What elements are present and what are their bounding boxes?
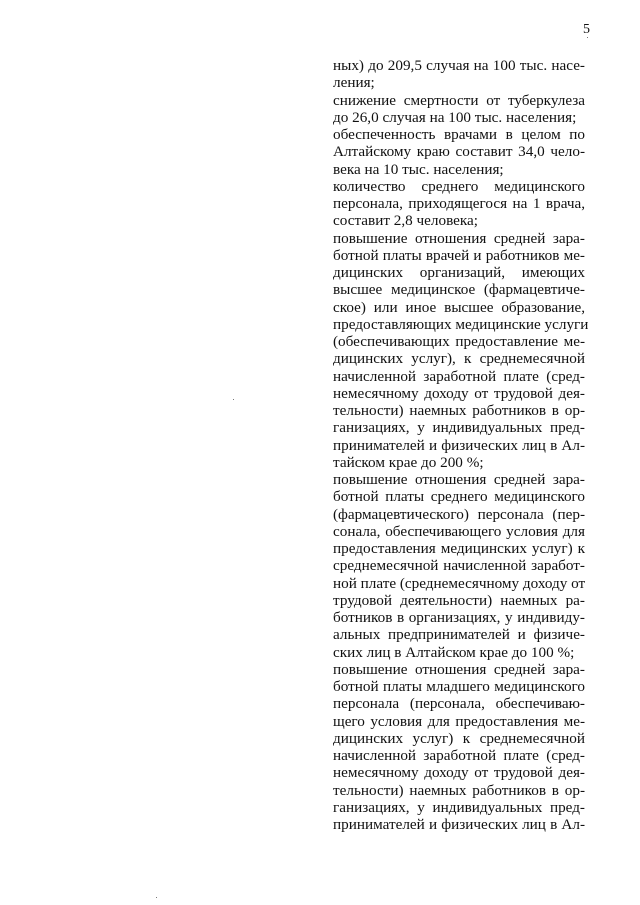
text-line: щего условия для предоставления ме- (333, 712, 585, 730)
text-line: высшее медицинское (фармацевтиче- (333, 281, 585, 299)
text-line: принимателей и физических лиц в Ал- (333, 816, 585, 833)
scan-speck (233, 399, 234, 400)
text-line: ботной платы младшего медицинского (333, 678, 585, 695)
text-line: количество среднего медицинского (333, 177, 585, 195)
text-line: ных) до 209,5 случая на 100 тыс. насе- (333, 57, 585, 74)
text-line: составит 2,8 человека; (333, 212, 479, 230)
text-line: немесячному доходу от трудовой дея- (333, 764, 585, 782)
text-line: снижение смертности от туберкулеза (333, 91, 585, 109)
text-line: сонала, обеспечивающего условия для (333, 522, 585, 540)
text-line: ганизациях, у индивидуальных пред- (333, 798, 585, 816)
text-line: (фармацевтического) персонала (пер- (333, 505, 585, 523)
text-line: ной плате (среднемесячному доходу от (333, 574, 586, 592)
text-line: предоставления медицинских услуг) к (333, 540, 585, 557)
text-line: обеспеченность врачами в целом по (333, 126, 585, 143)
text-line: ботной платы среднего медицинского (333, 488, 585, 506)
text-line: предоставляющих медицинские услуги (333, 315, 589, 333)
text-line: трудовой деятельности) наемных ра- (333, 591, 585, 609)
text-line: персонала, приходящегося на 1 врача, (333, 195, 585, 212)
text-line: дицинских организаций, имеющих (333, 264, 585, 281)
text-line: немесячному доходу от трудовой дея- (333, 384, 585, 402)
text-line: ботной платы врачей и работников ме- (333, 246, 585, 264)
text-line: повышение отношения средней зара- (333, 471, 585, 488)
text-line: века на 10 тыс. населения; (333, 160, 504, 178)
text-line: ботников в организациях, у индивиду- (333, 609, 585, 626)
body-text (333, 57, 589, 833)
text-line: начисленной заработной плате (сред- (333, 747, 585, 764)
text-line: (обеспечивающих предоставление ме- (333, 333, 585, 350)
text-line: ления; (333, 74, 375, 92)
scan-speck (587, 37, 588, 38)
text-line: до 26,0 случая на 100 тыс. населения; (333, 108, 577, 126)
text-line: персонала (персонала, обеспечиваю- (333, 695, 585, 713)
scan-speck (156, 897, 157, 898)
text-line: ских лиц в Алтайском крае до 100 %; (333, 643, 575, 661)
text-line: тельности) наемных работников в ор- (333, 402, 585, 419)
text-line: дицинских услуг) к среднемесячной (333, 729, 585, 747)
text-line: начисленной заработной плате (сред- (333, 367, 585, 385)
text-line: Алтайскому краю составит 34,0 чело- (333, 143, 585, 161)
text-line: тельности) наемных работников в ор- (333, 781, 585, 799)
text-line: дицинских услуг), к среднемесячной (333, 350, 585, 368)
text-line: принимателей и физических лиц в Ал- (333, 436, 585, 454)
text-line: среднемесячной начисленной заработ- (333, 557, 585, 575)
text-line: ганизациях, у индивидуальных пред- (333, 419, 585, 437)
text-line: ское) или иное высшее образование, (333, 298, 585, 316)
text-line: тайском крае до 200 %; (333, 453, 484, 471)
page-number: 5 (583, 22, 590, 37)
text-line: альных предпринимателей и физиче- (333, 626, 585, 644)
text-line: повышение отношения средней зара- (333, 229, 585, 247)
text-line: повышение отношения средней зара- (333, 660, 585, 678)
